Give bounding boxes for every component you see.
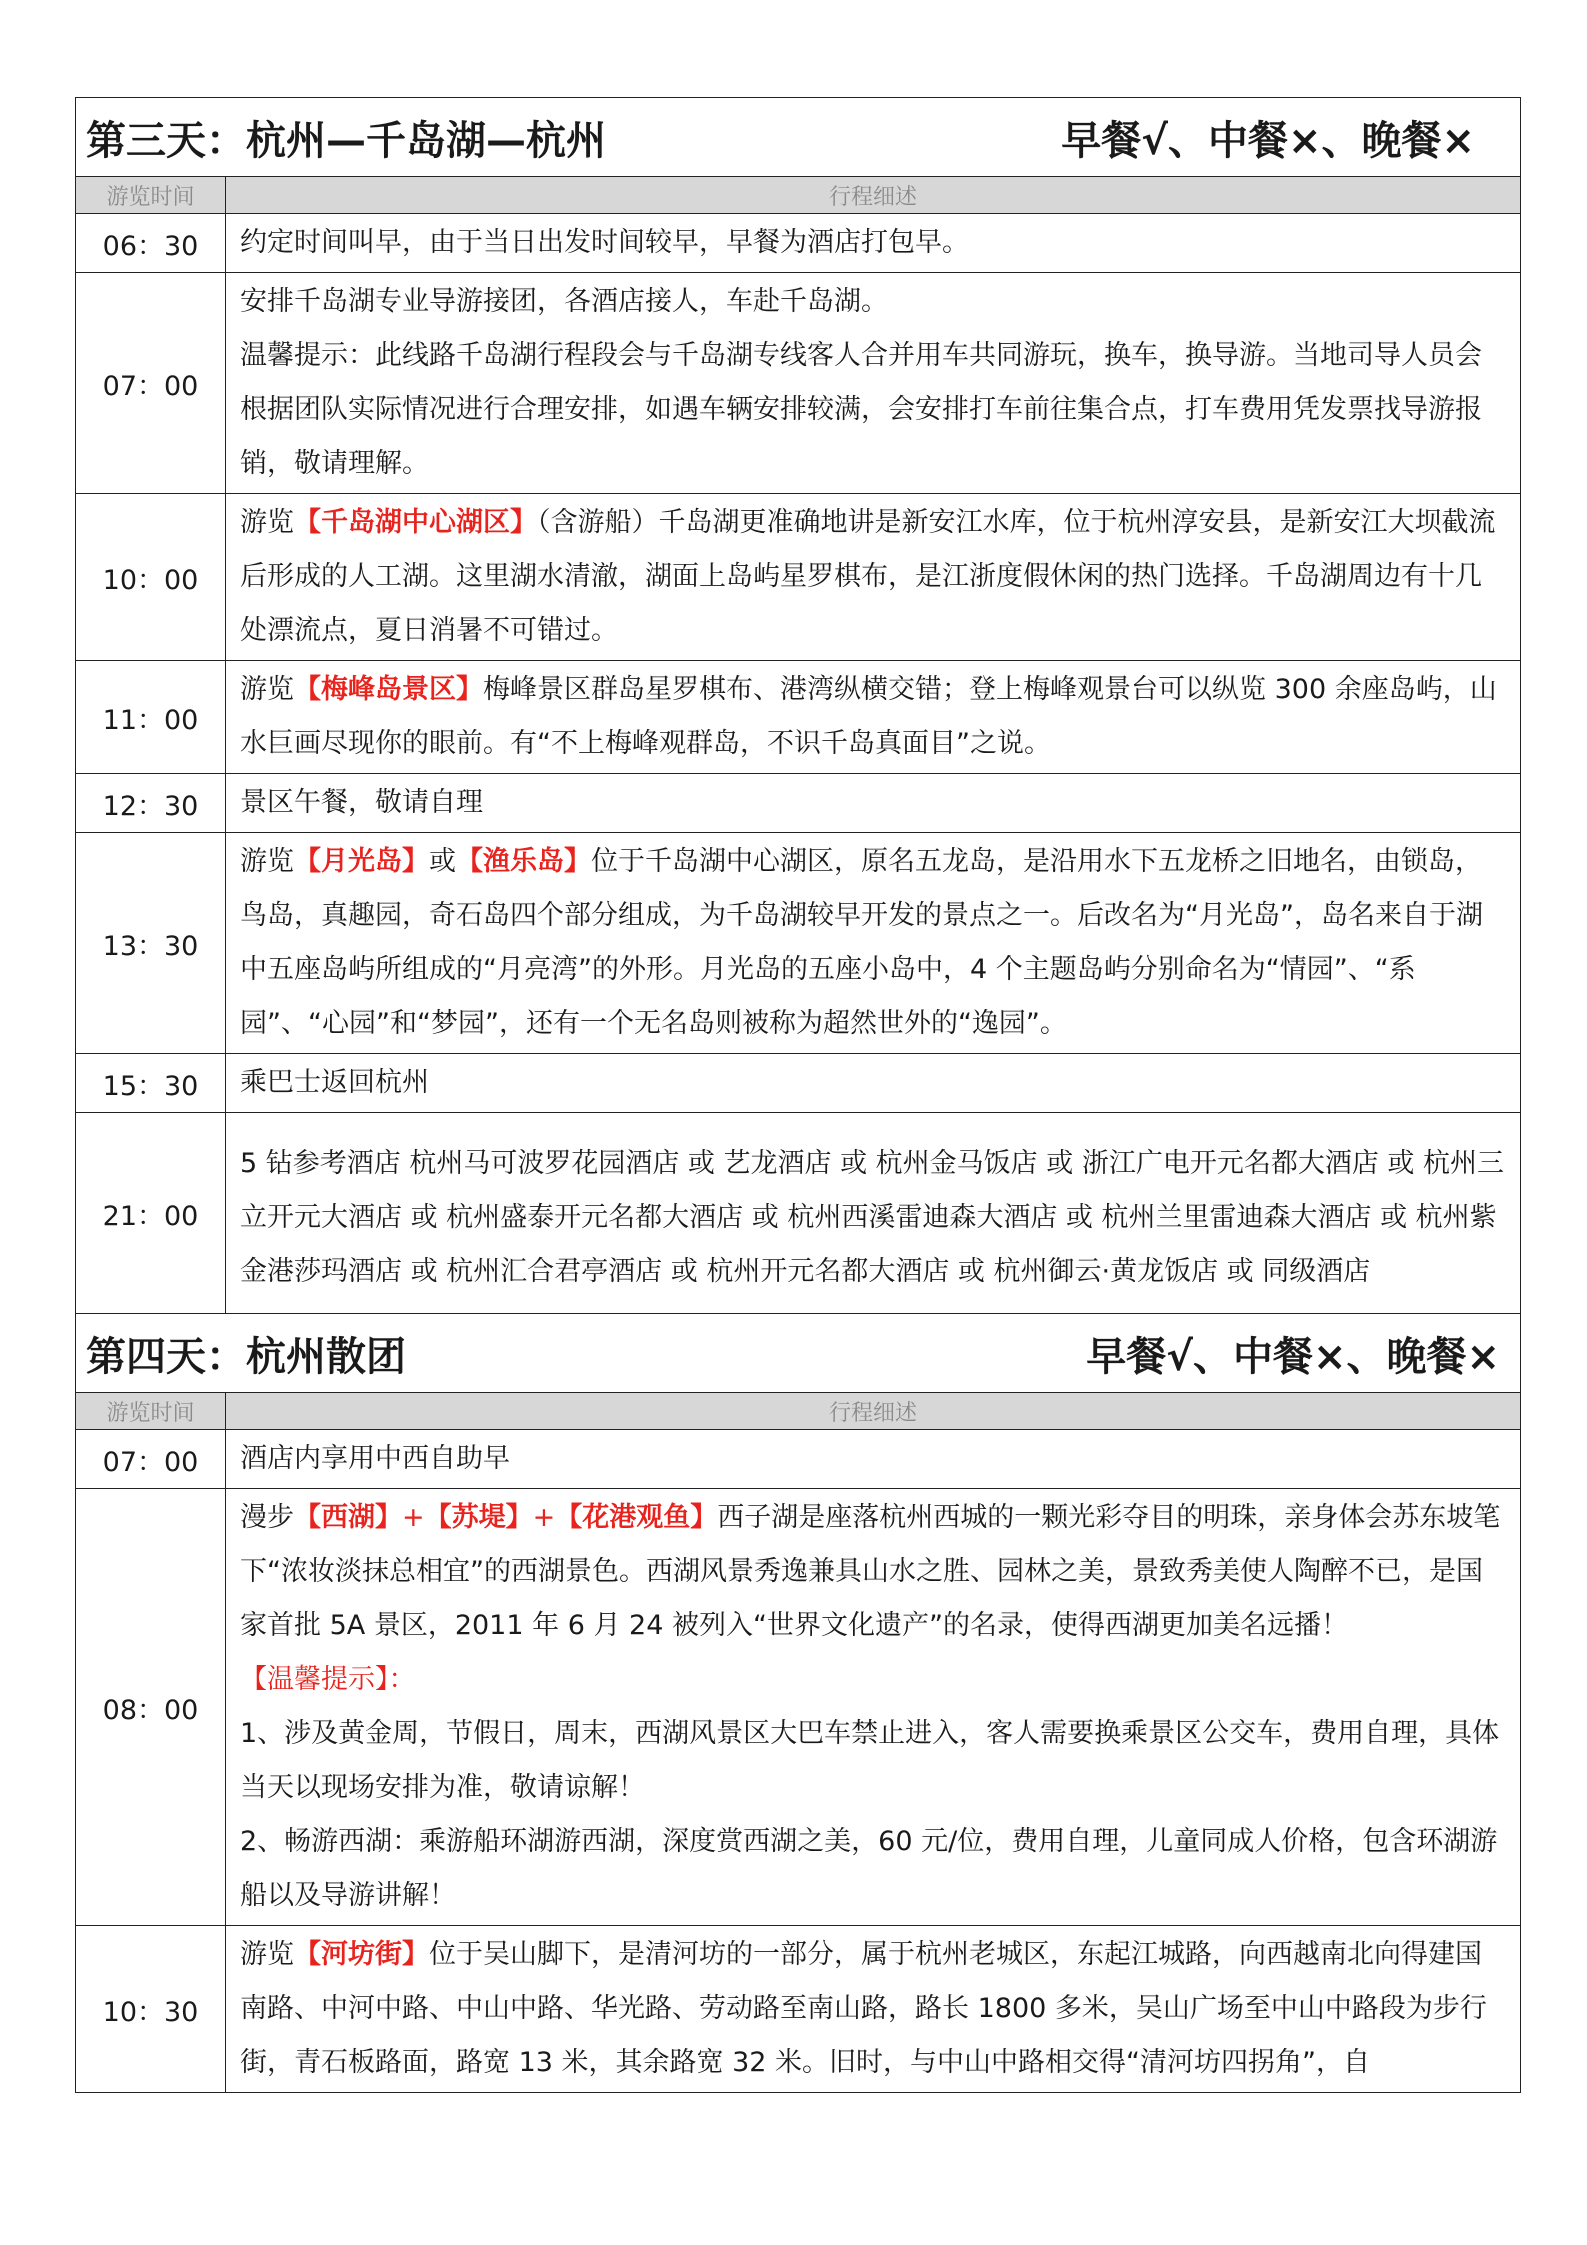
time-cell: 10：00: [76, 494, 226, 661]
spot-name: 【河坊街】: [294, 1939, 429, 1970]
day4-title: 第四天：杭州散团: [86, 1333, 406, 1380]
col-desc-header: 行程细述: [226, 177, 1521, 214]
table-row: [76, 661, 1521, 774]
warm-tip: 温馨提示：此线路千岛湖行程段会与千岛湖专线客人合并用车共同游玩，换车，换导游。当地司导人员会根据团队实际情况进行合理安排，如遇车辆安排较满，会安排打车前往集合点，打车费用凭发票找导游报销，敬请理解。: [240, 340, 1482, 479]
desc-text: 西子湖是座落杭州西城的一颗光彩夺目的明珠，亲身体会苏东坡笔下“浓妆淡抹总相宜”的西湖景色。西湖风景秀逸兼具山水之胜、园林之美，景致秀美使人陶醉不已，是国家首批 5A 景区，2011 年 6 月 24 被列入“世界文化遗产”的名录，使得西湖更加美名远播！: [240, 1502, 1501, 1641]
time-cell: 21：00: [76, 1113, 226, 1314]
time-cell: 07：00: [76, 1430, 226, 1489]
day3-header-row: [76, 177, 1521, 214]
desc-cell: 酒店内享用中西自助早: [226, 1430, 1521, 1489]
desc-conjunction: 或: [429, 846, 456, 877]
day3-title: 第三天：杭州—千岛湖—杭州: [86, 117, 606, 164]
desc-cell: [226, 1926, 1521, 2093]
spot-name: 【月光岛】: [294, 846, 429, 877]
spot-name: 【千岛湖中心湖区】: [294, 507, 537, 538]
time-cell: 10：30: [76, 1926, 226, 2093]
day4-meals: 早餐√、中餐×、晚餐×: [1086, 1333, 1500, 1380]
desc-cell: [226, 661, 1521, 774]
time-cell: 11：00: [76, 661, 226, 774]
desc-text: （含游船）千岛湖更准确地讲是新安江水库，位于杭州淳安县，是新安江大坝截流后形成的人工湖。这里湖水清澈，湖面上岛屿星罗棋布，是江浙度假休闲的热门选择。千岛湖周边有十几处漂流点，夏日消暑不可错过。: [240, 507, 1496, 646]
desc-cell: [226, 1489, 1521, 1926]
plus-sign: +: [402, 1502, 425, 1533]
desc-cell: 约定时间叫早，由于当日出发时间较早，早餐为酒店打包早。: [226, 214, 1521, 273]
desc-line: 安排千岛湖专业导游接团，各酒店接人，车赴千岛湖。: [240, 286, 888, 317]
time-cell: 13：30: [76, 833, 226, 1054]
desc-text: 梅峰景区群岛星罗棋布、港湾纵横交错；登上梅峰观景台可以纵览 300 余座岛屿，山水巨画尽现你的眼前。有“不上梅峰观群岛，不识千岛真面目”之说。: [240, 674, 1497, 759]
desc-cell: [226, 494, 1521, 661]
spot-name: 【西湖】: [294, 1502, 402, 1533]
desc-prefix: 游览: [240, 846, 294, 877]
desc-cell: [226, 273, 1521, 494]
desc-cell: 乘巴士返回杭州: [226, 1054, 1521, 1113]
time-cell: 15：30: [76, 1054, 226, 1113]
hotel-list: 5 钻参考酒店 杭州马可波罗花园酒店 或 艺龙酒店 或 杭州金马饭店 或 浙江广电开元名都大酒店 或 杭州三立开元大酒店 或 杭州盛泰开元名都大酒店 或 杭州西溪雷迪森大酒店 或 杭州兰里雷迪森大酒店 或 杭州紫金港莎玛酒店 或 杭州汇合君亭酒店 或 杭州开元名都大酒店 或 杭州御云·黄龙饭店 或 同级酒店: [226, 1113, 1521, 1314]
table-row: [76, 494, 1521, 661]
itinerary-sheet: [75, 97, 1520, 2093]
time-cell: 06：30: [76, 214, 226, 273]
table-row: [76, 833, 1521, 1054]
table-row: [76, 214, 1521, 273]
itinerary-table: [75, 97, 1521, 2093]
time-cell: 07：00: [76, 273, 226, 494]
col-time-header: 游览时间: [76, 1393, 226, 1430]
spot-name: 【苏堤】: [424, 1502, 533, 1533]
plus-sign: +: [532, 1502, 556, 1533]
day4-header-row: [76, 1393, 1521, 1430]
day3-title-row: [76, 98, 1521, 177]
col-desc-header: 行程细述: [226, 1393, 1521, 1430]
day4-title-row: [76, 1314, 1521, 1393]
desc-prefix: 漫步: [240, 1502, 294, 1533]
tip-item: 2、畅游西湖：乘游船环湖游西湖，深度赏西湖之美，60 元/位，费用自理，儿童同成人价格，包含环湖游船以及导游讲解！: [240, 1826, 1498, 1911]
spot-name: 【渔乐岛】: [456, 846, 591, 877]
table-row: [76, 1054, 1521, 1113]
time-cell: 12：30: [76, 774, 226, 833]
table-row: [76, 1430, 1521, 1489]
desc-cell: 景区午餐，敬请自理: [226, 774, 1521, 833]
desc-prefix: 游览: [240, 674, 294, 705]
table-row: [76, 1926, 1521, 2093]
desc-text: 位于千岛湖中心湖区，原名五龙岛，是沿用水下五龙桥之旧地名，由锁岛，鸟岛，真趣园，奇石岛四个部分组成，为千岛湖较早开发的景点之一。后改名为“月光岛”，岛名来自于湖中五座岛屿所组成的“月亮湾”的外形。月光岛的五座小岛中，4 个主题岛屿分别命名为“情园”、“系园”、“心园”和“梦园”，还有一个无名岛则被称为超然世外的“逸园”。: [240, 846, 1483, 1039]
desc-cell: [226, 833, 1521, 1054]
table-row: [76, 774, 1521, 833]
spot-name: 【花港观鱼】: [555, 1502, 718, 1533]
warm-tip-heading: 【温馨提示】：: [240, 1664, 416, 1695]
day3-title-cell: [76, 98, 1521, 177]
day3-meals: 早餐√、中餐×、晚餐×: [1061, 117, 1475, 164]
desc-prefix: 游览: [240, 507, 294, 538]
tip-item: 1、涉及黄金周，节假日，周末，西湖风景区大巴车禁止进入，客人需要换乘景区公交车，费用自理，具体当天以现场安排为准，敬请谅解！: [240, 1718, 1500, 1803]
table-row: [76, 273, 1521, 494]
table-row: [76, 1489, 1521, 1926]
day4-title-cell: [76, 1314, 1521, 1393]
table-row: [76, 1113, 1521, 1314]
time-cell: 08：00: [76, 1489, 226, 1926]
spot-name: 【梅峰岛景区】: [294, 674, 483, 705]
col-time-header: 游览时间: [76, 177, 226, 214]
desc-text: 位于吴山脚下，是清河坊的一部分，属于杭州老城区，东起江城路，向西越南北向得建国南路、中河中路、中山中路、华光路、劳动路至南山路，路长 1800 多米，吴山广场至中山中路段为步行街，青石板路面，路宽 13 米，其余路宽 32 米。旧时，与中山中路相交得“清河坊四拐角”，自: [240, 1939, 1487, 2078]
desc-prefix: 游览: [240, 1939, 294, 1970]
